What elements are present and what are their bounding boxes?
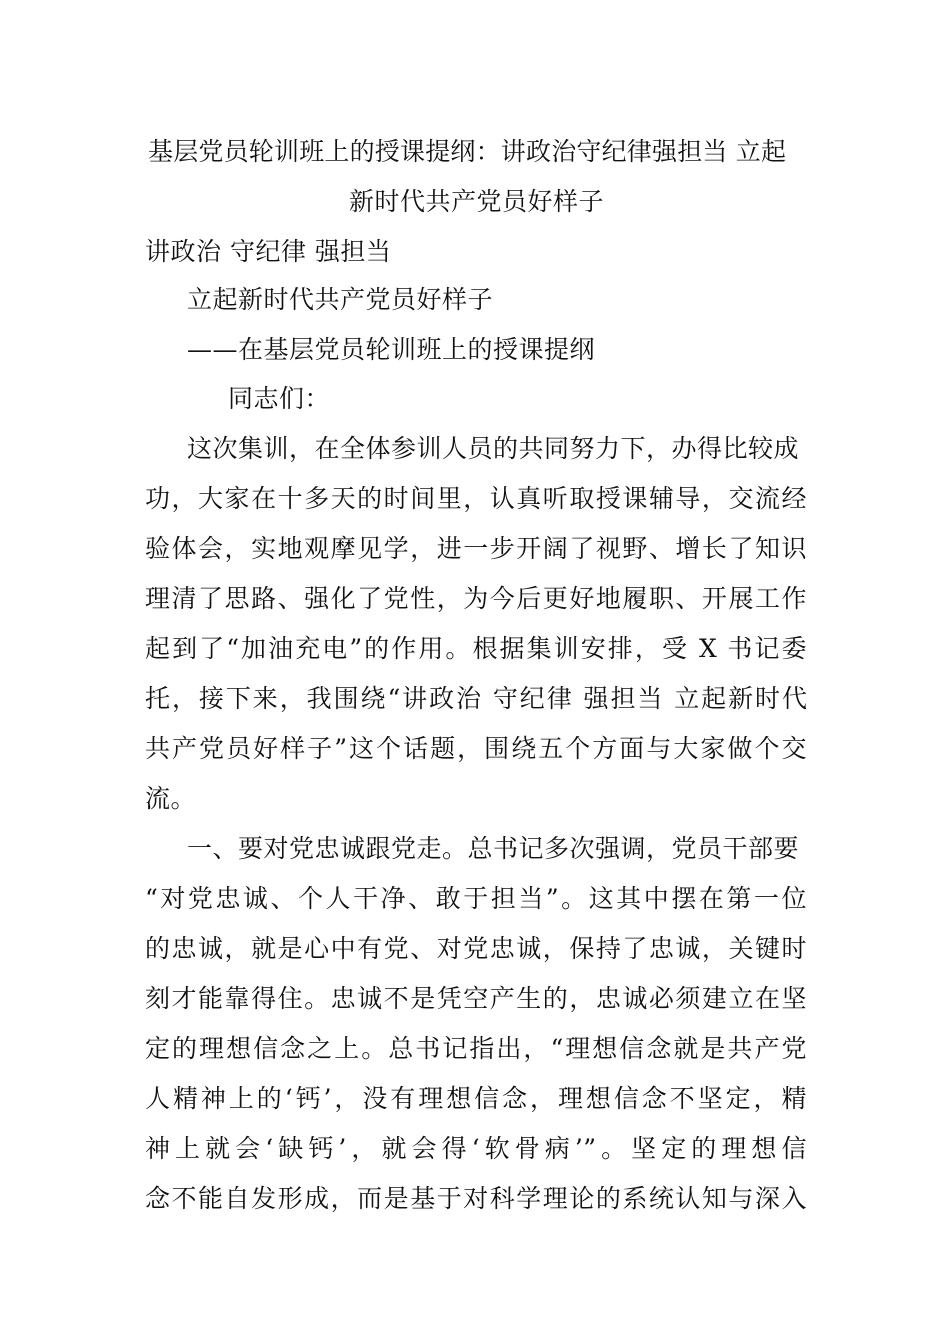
paragraph-2-line: “对党忠诚、个人干净、敢于担当”。这其中摆在第一位 — [145, 884, 807, 913]
paragraph-1-line: 起到了“加油充电”的作用。根据集训安排，受 X 书记委 — [145, 634, 807, 663]
paragraph-2-line: 刻才能靠得住。忠诚不是凭空产生的，忠诚必须建立在坚 — [145, 984, 807, 1013]
paragraph-1-line: 功，大家在十多天的时间里，认真听取授课辅导，交流经 — [145, 484, 807, 513]
greeting: 同志们： — [228, 384, 331, 413]
paragraph-1-line: 流。 — [145, 784, 197, 813]
heading-3: ——在基层党员轮训班上的授课提纲 — [187, 335, 596, 364]
paragraph-1-line: 共产党员好样子”这个话题，围绕五个方面与大家做个交 — [145, 734, 807, 763]
paragraph-1-line: 托，接下来，我围绕“讲政治 守纪律 强担当 立起新时代 — [145, 684, 807, 713]
paragraph-2-line: 定的理想信念之上。总书记指出，“理想信念就是共产党 — [145, 1034, 807, 1063]
paragraph-1-line: 这次集训，在全体参训人员的共同努力下，办得比较成 — [187, 434, 800, 463]
paragraph-2-line: 神上就会‘缺钙’，就会得‘软骨病’”。坚定的理想信 — [145, 1134, 807, 1163]
heading-2: 立起新时代共产党员好样子 — [187, 285, 494, 314]
paragraph-1-line: 验体会，实地观摩见学，进一步开阔了视野、增长了知识 — [145, 534, 807, 563]
paragraph-2-line: 的忠诚，就是心中有党、对党忠诚，保持了忠诚，关键时 — [145, 934, 807, 963]
paragraph-2-line: 一、要对党忠诚跟党走。总书记多次强调，党员干部要 — [187, 834, 800, 863]
heading-1: 讲政治 守纪律 强担当 — [145, 237, 392, 266]
paragraph-2-line: 人精神上的‘钙’，没有理想信念，理想信念不坚定，精 — [145, 1084, 807, 1113]
document-title-line-1: 基层党员轮训班上的授课提纲：讲政治守纪律强担当 立起 — [148, 137, 787, 166]
paragraph-1-line: 理清了思路、强化了党性，为今后更好地履职、开展工作 — [145, 584, 807, 613]
document-title-line-2: 新时代共产党员好样子 — [349, 187, 605, 216]
paragraph-2-line: 念不能自发形成，而是基于对科学理论的系统认知与深入 — [145, 1184, 807, 1213]
